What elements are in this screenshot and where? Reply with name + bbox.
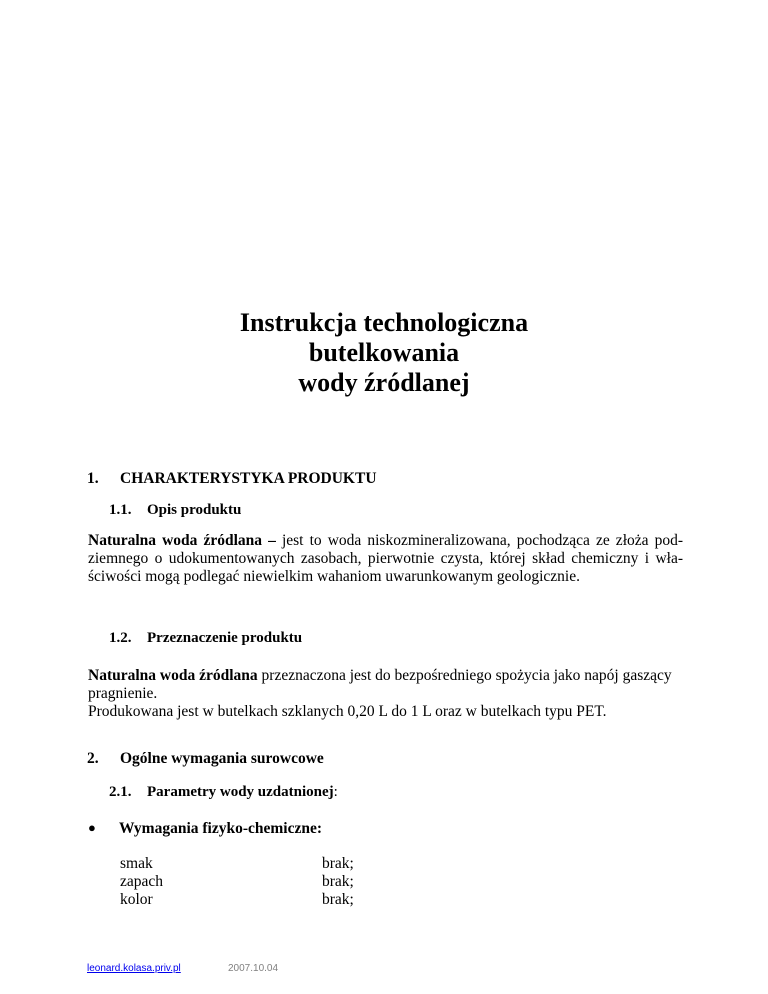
section-title: CHARAKTERYSTYKA PRODUKTU [120, 470, 377, 487]
title-line-2: butelkowania [308, 338, 460, 367]
section-number: 2. [87, 750, 99, 767]
property-row [120, 855, 354, 873]
footer-website-link[interactable]: leonard.kolasa.priv.pl [87, 963, 181, 974]
bullet-icon: ● [88, 820, 96, 835]
document-title [0, 308, 768, 398]
section-1-heading [87, 470, 377, 488]
property-name: kolor [120, 891, 153, 908]
subsection-colon: : [333, 784, 338, 800]
subsection-number: 2.1. [109, 784, 132, 800]
product-description-paragraph [88, 532, 683, 586]
property-name: zapach [120, 873, 164, 890]
subsection-title: Parametry wody uzdatnionej [147, 784, 334, 800]
property-row [120, 891, 354, 909]
property-value: brak; [322, 873, 354, 890]
property-row [120, 873, 354, 891]
footer-date: 2007.10.04 [228, 963, 279, 974]
subsection-number: 1.2. [109, 630, 132, 646]
title-line-1: Instrukcja technologiczna [239, 308, 529, 337]
section-number: 1. [87, 470, 99, 487]
bold-term: Naturalna woda źródlana [88, 667, 258, 684]
section-title: Ogólne wymagania surowcowe [120, 750, 324, 767]
bullet-title: Wymagania fizyko-chemiczne: [119, 820, 323, 837]
bullet-item [88, 820, 322, 838]
paragraph-line: Naturalna woda źródlana przeznaczona jest do bezpośredniego spożycia jako napój gaszący [88, 667, 672, 684]
subsection-title: Opis produktu [147, 502, 242, 518]
paragraph-line: ściwości mogą podlegać niewielkim wahaniom uwarunkowanym geologicznie. [88, 568, 580, 585]
paragraph-line: pragnienie. [88, 685, 158, 702]
bold-term: Naturalna woda źródlana – [88, 532, 276, 549]
paragraph-line: Naturalna woda źródlana – jest to woda niskozmineralizowana, pochodząca ze złoża pod- [88, 532, 683, 549]
property-value: brak; [322, 891, 354, 908]
subsection-title: Przeznaczenie produktu [147, 630, 303, 646]
properties-list [120, 855, 354, 909]
paragraph-line: Produkowana jest w butelkach szklanych 0,20 L do 1 L oraz w butelkach typu PET. [88, 703, 607, 720]
product-purpose-paragraph [88, 667, 683, 721]
subsection-1-2-heading [109, 630, 302, 647]
property-value: brak; [322, 855, 354, 872]
property-name: smak [120, 855, 153, 872]
paragraph-line: ziemnego o udokumentowanych zasobach, pierwotnie czysta, której skład chemiczny i wła- [88, 550, 683, 567]
subsection-1-1-heading [109, 502, 241, 519]
subsection-2-1-heading [109, 784, 338, 801]
section-2-heading [87, 750, 324, 768]
subsection-number: 1.1. [109, 502, 132, 518]
title-line-3: wody źródlanej [298, 368, 470, 397]
